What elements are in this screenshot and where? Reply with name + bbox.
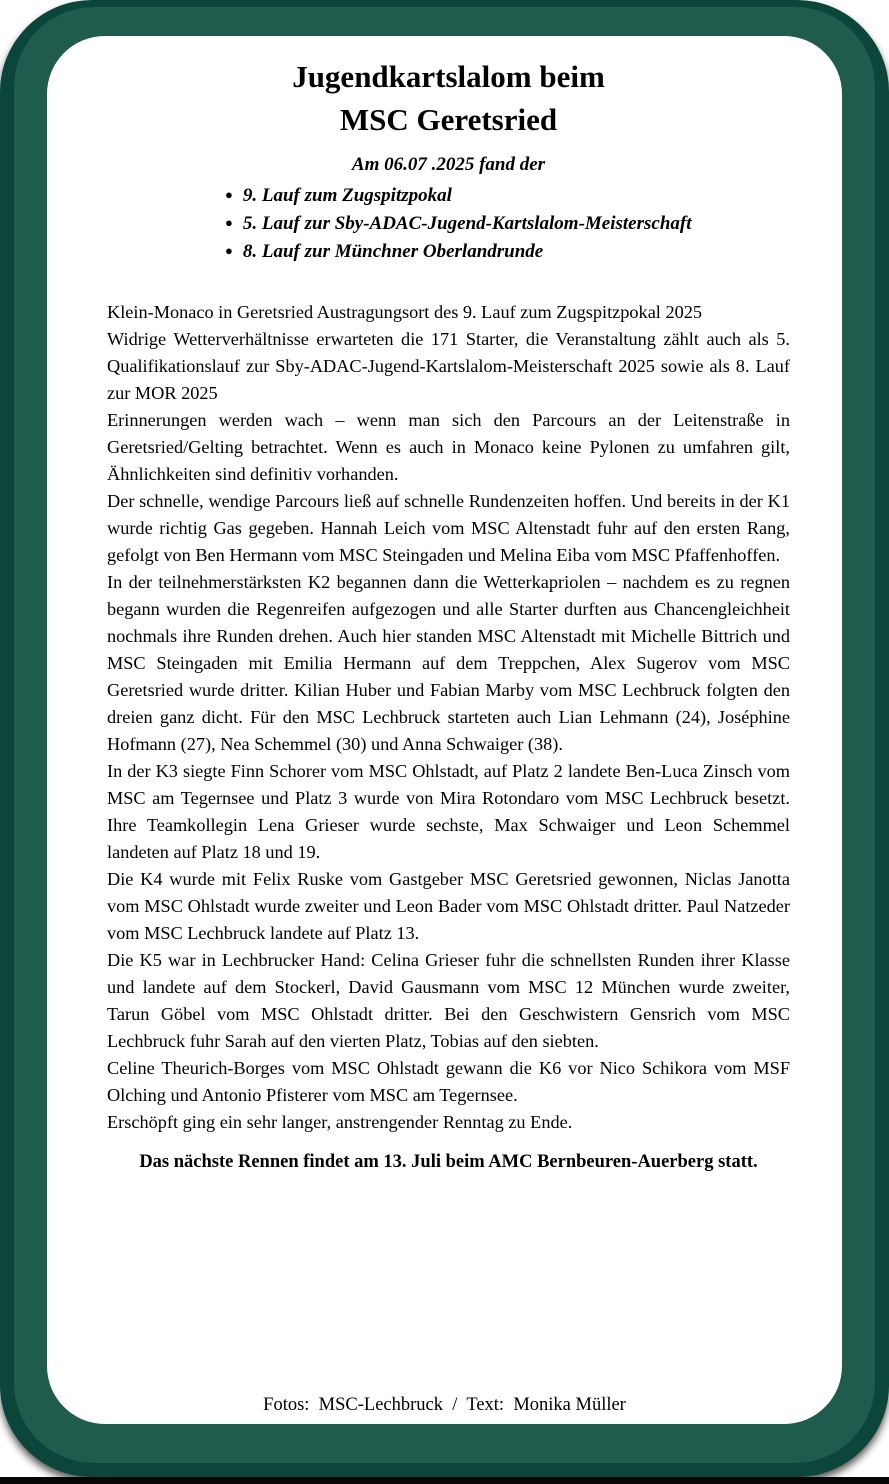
paragraph: Die K4 wurde mit Felix Ruske vom Gastgeber MSC Geretsried gewonnen, Niclas Janotta vom MSC Ohlstadt wurde zweiter und Leon Bader vom MSC Ohlstadt dritter. Paul Natzeder vom MSC Lechbruck landete auf Platz 13. <box>107 869 790 943</box>
list-item <box>225 210 790 238</box>
paragraph: Klein-Monaco in Geretsried Austragungsort des 9. Lauf zum Zugspitzpokal 2025 <box>107 302 703 322</box>
paragraph: Erinnerungen werden wach – wenn man sich den Parcours an der Leitenstraße in Geretsried/Gelting betrachtet. Wenn es auch in Monaco keine Pylonen zu umfahren gilt, Ähnlichkeiten sind definitiv vorhanden. <box>107 410 790 484</box>
event-date-subtitle: Am 06.07 .2025 fand der <box>351 154 546 175</box>
article-body <box>107 299 790 1136</box>
page-frame <box>14 7 875 1463</box>
list-item <box>225 182 790 210</box>
paragraph: Widrige Wetterverhältnisse erwarteten die 171 Starter, die Veranstaltung zählt auch als 5. Qualifikationslauf zur Sby-ADAC-Jugend-Kartslalom-Meisterschaft 2025 sowie als 8. Lauf zur MOR 2025 <box>107 329 790 403</box>
event-bullet-list <box>225 182 790 266</box>
paragraph: Die K5 war in Lechbrucker Hand: Celina Grieser fuhr die schnellsten Runden ihrer Klasse und landete auf dem Stockerl, David Gausmann vom MSC 12 München wurde zweiter, Tarun Göbel vom MSC Ohlstadt dritter. Bei den Geschwistern Gensrich vom MSC Lechbruck fuhr Sarah auf den vierten Platz, Tobias auf den siebten. <box>107 950 790 1051</box>
document-content <box>47 36 842 1173</box>
paragraph: In der K3 siegte Finn Schorer vom MSC Ohlstadt, auf Platz 2 landete Ben-Luca Zinsch vom MSC am Tegernsee und Platz 3 wurde von Mira Rotondaro vom MSC Lechbruck besetzt. Ihre Teamkollegin Lena Grieser wurde sechste, Max Schwaiger und Leon Schemmel landeten auf Platz 18 und 19. <box>107 761 790 862</box>
paragraph: Erschöpft ging ein sehr langer, anstrengender Renntag zu Ende. <box>107 1112 573 1132</box>
bottom-edge-strip <box>0 1477 889 1484</box>
bullet-icon: ● <box>225 215 233 230</box>
title-line-2: MSC Geretsried <box>339 102 558 137</box>
page-title <box>107 55 790 141</box>
paragraph: Celine Theurich-Borges vom MSC Ohlstadt gewann die K6 vor Nico Schikora vom MSF Olching und Antonio Pfisterer vom MSC am Tegernsee. <box>107 1058 790 1105</box>
list-item <box>225 238 790 266</box>
title-line-1: Jugendkartslalom beim <box>292 59 605 94</box>
bullet-icon: ● <box>225 243 233 258</box>
paragraph: In der teilnehmerstärksten K2 begannen dann die Wetterkapriolen – nachdem es zu regnen begann wurden die Regenreifen aufgezogen und alle Starter durften aus Chancengleichheit nochmals ihre Runden drehen. Auch hier standen MSC Altenstadt mit Michelle Bittrich und MSC Steingaden mit Emilia Hermann auf dem Treppchen, Alex Sugerov vom MSC Geretsried wurde dritter. Kilian Huber und Fabian Marby vom MSC Lechbruck folgten den dreien ganz dicht. Für den MSC Lechbruck starteten auch Lian Lehmann (24), Joséphine Hofmann (27), Nea Schemmel (30) und Anna Schwaiger (38). <box>107 572 790 754</box>
bullet-icon: ● <box>225 187 233 202</box>
credits-footer: Fotos: MSC-Lechbruck / Text: Monika Müller <box>263 1395 626 1415</box>
bullet-label: 5. Lauf zur Sby-ADAC-Jugend-Kartslalom-Meisterschaft <box>242 213 692 234</box>
document-card <box>47 36 842 1424</box>
paragraph: Der schnelle, wendige Parcours ließ auf schnelle Rundenzeiten hoffen. Und bereits in der K1 wurde richtig Gas gegeben. Hannah Leich vom MSC Altenstadt fuhr auf den ersten Rang, gefolgt von Ben Hermann vom MSC Steingaden und Melina Eiba vom MSC Pfaffenhoffen. <box>107 491 790 565</box>
bullet-label: 8. Lauf zur Münchner Oberlandrunde <box>242 241 544 262</box>
bullet-label: 9. Lauf zum Zugspitzpokal <box>242 185 452 206</box>
next-race-announcement: Das nächste Rennen findet am 13. Juli beim AMC Bernbeuren-Auerberg statt. <box>139 1152 758 1172</box>
